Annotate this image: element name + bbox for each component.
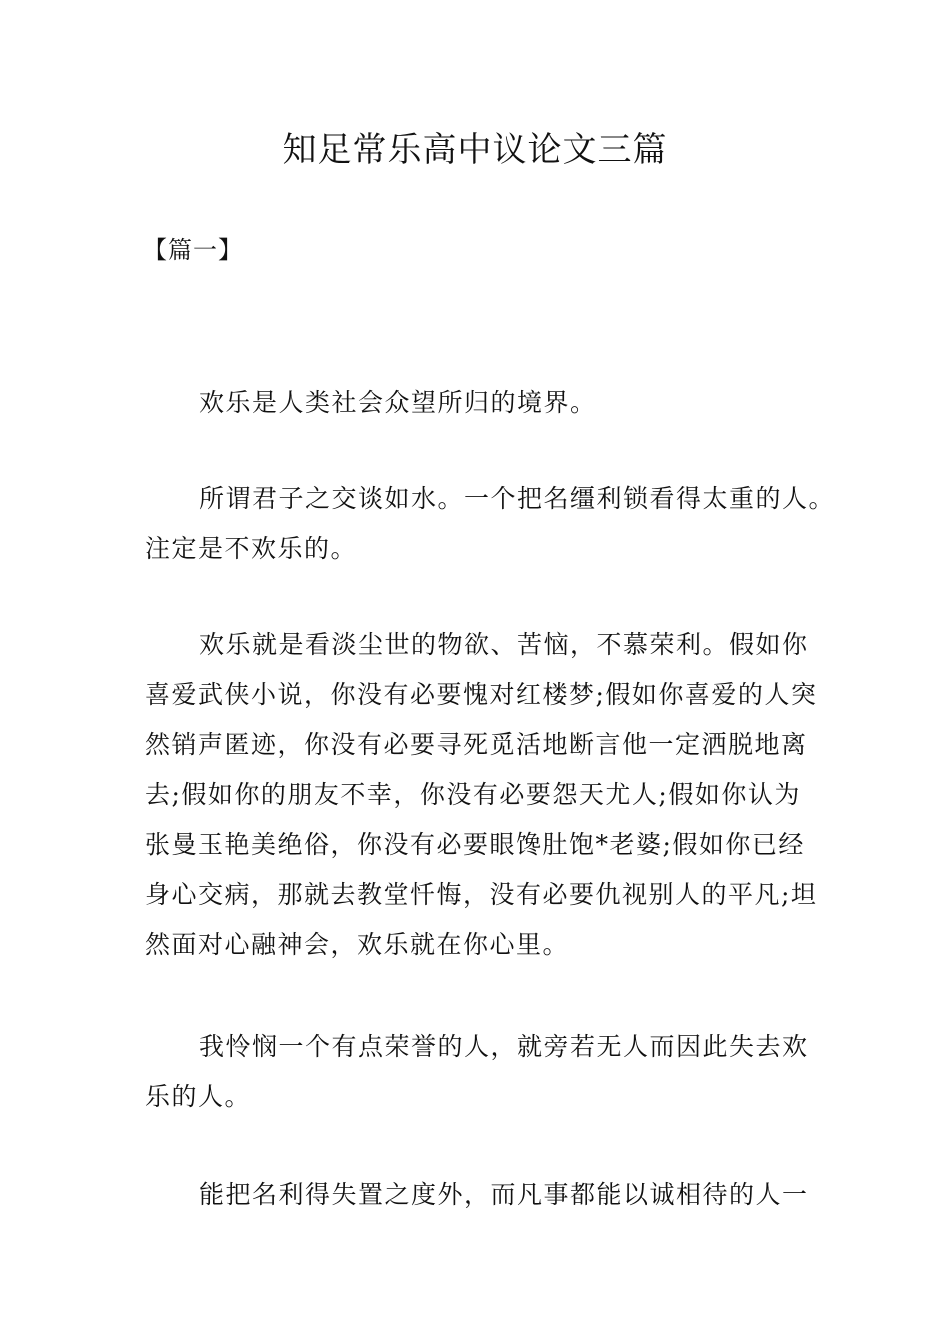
- paragraph-line: 喜爱武侠小说，你没有必要愧对红楼梦;假如你喜爱的人突: [145, 680, 818, 709]
- paragraph-line: 乐的人。: [145, 1082, 252, 1111]
- paragraph-3: [145, 620, 818, 970]
- paragraph-2: [145, 474, 836, 574]
- paragraph-line: 能把名利得失置之度外，而凡事都能以诚相待的人一: [199, 1180, 809, 1209]
- paragraph-line: 去;假如你的朋友不幸，你没有必要怨天尤人;假如你认为: [145, 780, 801, 809]
- paragraph-line: 然销声匿迹，你没有必要寻死觅活地断言他一定洒脱地离: [145, 730, 808, 759]
- paragraph-4: [145, 1022, 815, 1122]
- paragraph-5: [145, 1170, 815, 1220]
- paragraph-line: 所谓君子之交谈如水。一个把名缰利锁看得太重的人。: [199, 484, 836, 513]
- paragraph-1: [145, 378, 815, 428]
- section-label: 【篇一】: [143, 236, 243, 264]
- document-title: 知足常乐高中议论文三篇: [282, 130, 668, 170]
- paragraph-line: 我怜悯一个有点荣誉的人，就旁若无人而因此失去欢: [199, 1032, 809, 1061]
- paragraph-line: 欢乐是人类社会众望所归的境界。: [199, 388, 597, 417]
- paragraph-line: 欢乐就是看淡尘世的物欲、苦恼，不慕荣利。假如你: [199, 630, 809, 659]
- paragraph-line: 然面对心融神会，欢乐就在你心里。: [145, 930, 570, 959]
- paragraph-line: 注定是不欢乐的。: [145, 534, 358, 563]
- paragraph-line: 张曼玉艳美绝俗，你没有必要眼馋肚饱*老婆;假如你已经: [145, 830, 805, 859]
- paragraph-line: 身心交病，那就去教堂忏悔，没有必要仇视别人的平凡;坦: [145, 880, 818, 909]
